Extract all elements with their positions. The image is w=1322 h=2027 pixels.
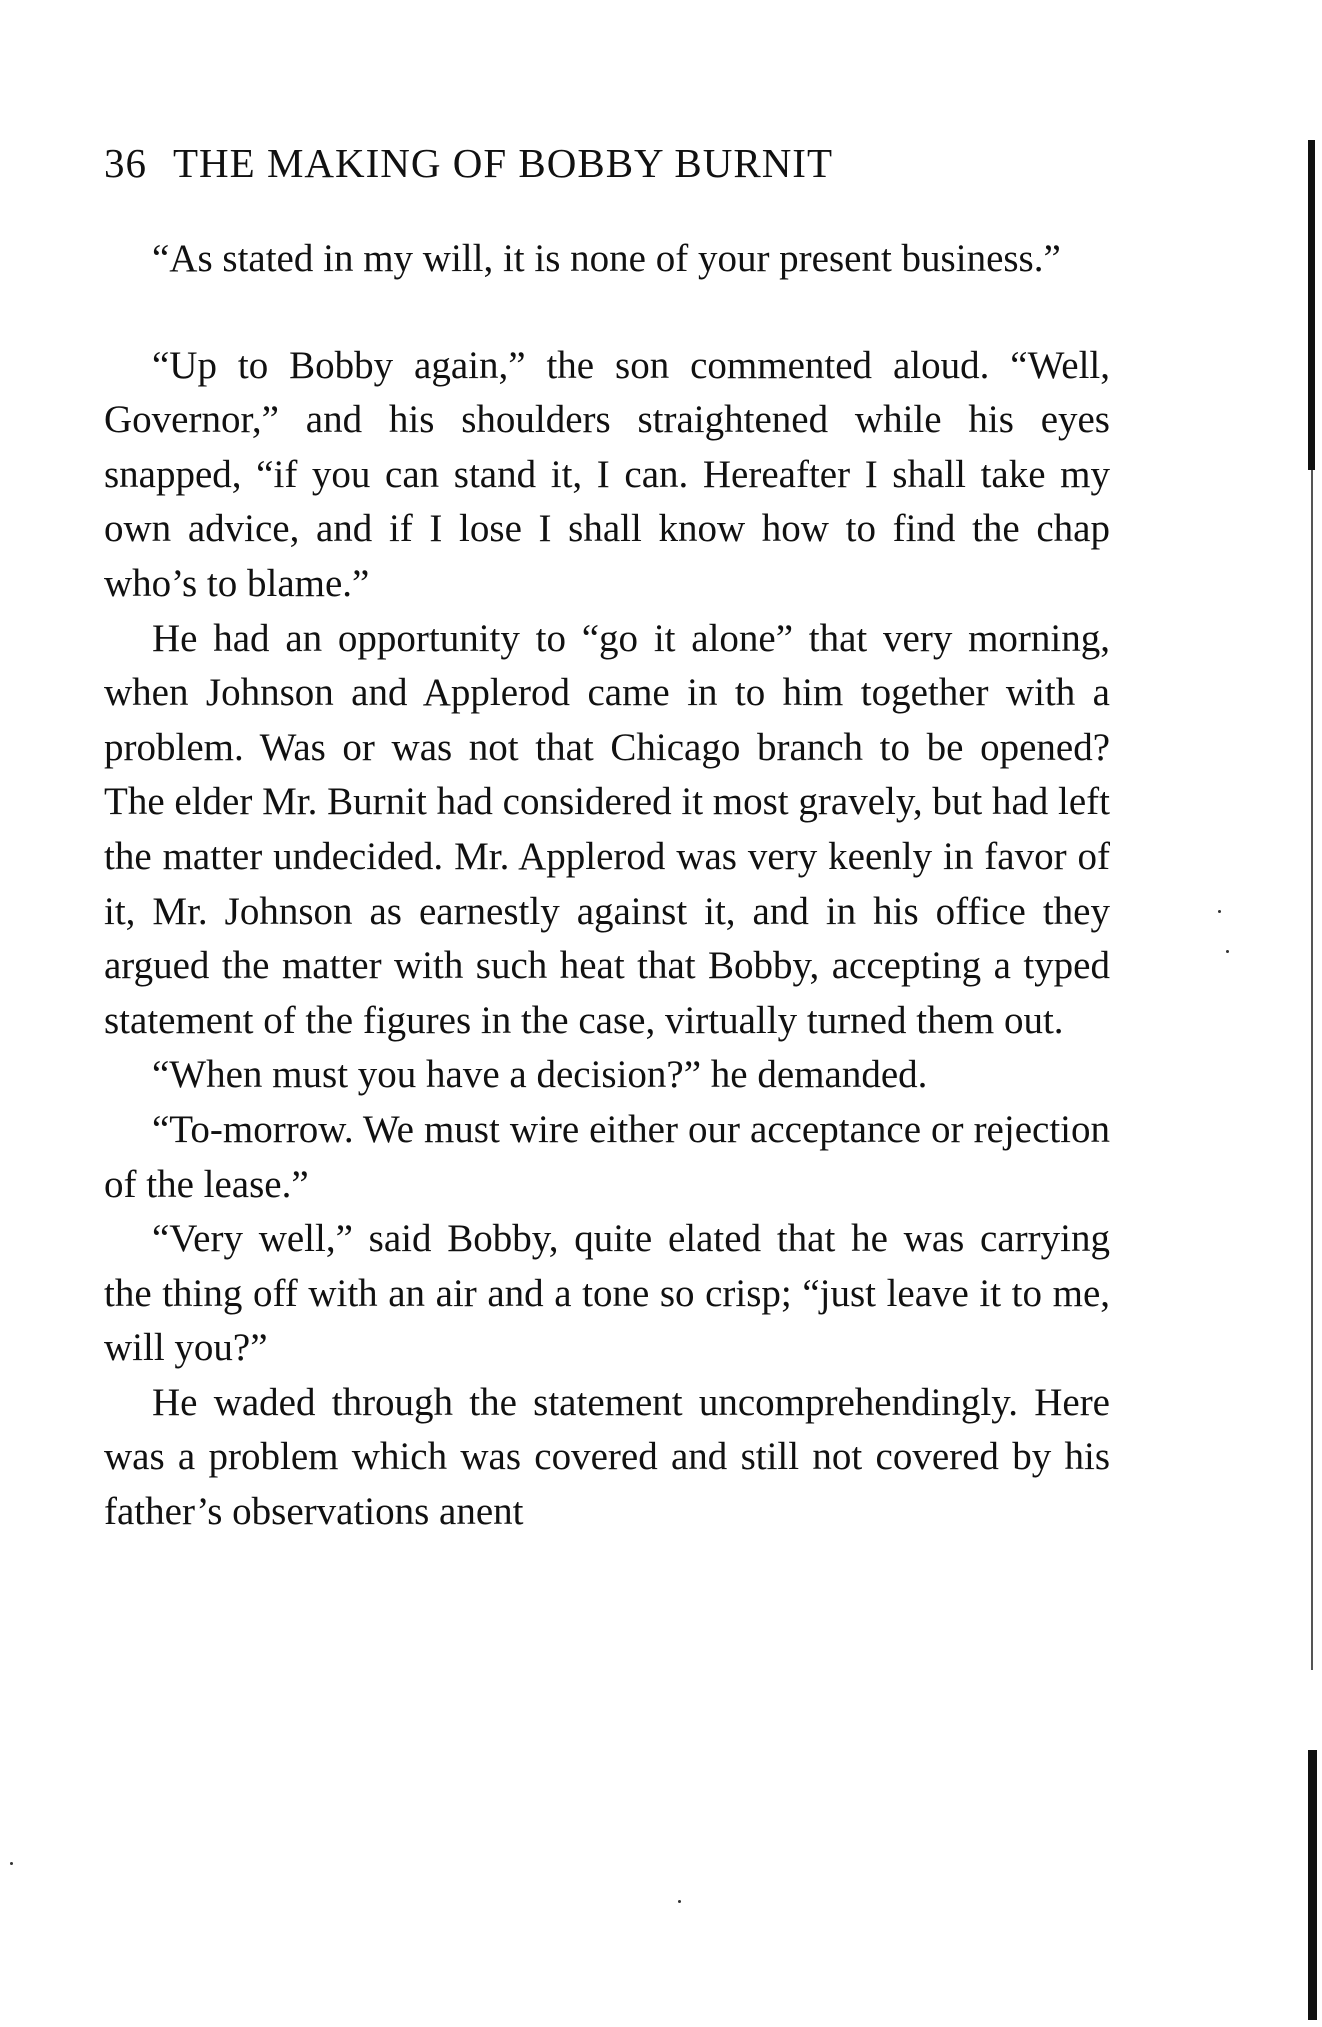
- scan-speck: [1218, 910, 1221, 913]
- binding-edge-shadow: [1308, 1750, 1317, 2020]
- scan-speck: [678, 1900, 681, 1903]
- paragraph: “When must you have a decision?” he demanded.: [152, 1053, 928, 1097]
- paragraph: He waded through the statement uncomprehendingly. Here was a problem which was covered and still not covered by his father’s observations anent: [104, 1380, 1110, 1534]
- body-text: [104, 232, 1110, 1540]
- binding-edge-line: [1311, 470, 1313, 1670]
- scan-speck: [10, 1862, 13, 1865]
- paragraph: He had an opportunity to “go it alone” that very morning, when Johnson and Applerod came in to him together with a problem. Was or was not that Chicago branch to be opened? The elder Mr. Burnit had considered it most gravely, but had left the matter undecided. Mr. Applerod was very keenly in favor of it, Mr. Johnson as earnestly against it, and in his office they argued the matter with such heat that Bobby, accepting a typed statement of the figures in the case, virtually turned them out.: [104, 616, 1110, 1042]
- scan-speck: [1226, 950, 1229, 953]
- book-title: THE MAKING OF BOBBY BURNIT: [173, 140, 833, 186]
- page-number: 36: [104, 140, 147, 186]
- binding-edge-shadow: [1308, 140, 1315, 470]
- paragraph: “Very well,” said Bobby, quite elated that he was carrying the thing off with an air and a tone so crisp; “just leave it to me, will you?”: [104, 1217, 1110, 1370]
- paragraph: “As stated in my will, it is none of your present business.”: [152, 237, 1061, 280]
- running-head: [104, 138, 1114, 188]
- paragraph: “Up to Bobby again,” the son commented aloud. “Well, Governor,” and his shoulders straightened while his eyes snapped, “if you can stand it, I can. Hereafter I shall take my own advice, and if I lose I shall know how to find the chap who’s to blame.”: [104, 343, 1110, 605]
- paragraph: “To-morrow. We must wire either our acceptance or rejection of the lease.”: [104, 1107, 1110, 1206]
